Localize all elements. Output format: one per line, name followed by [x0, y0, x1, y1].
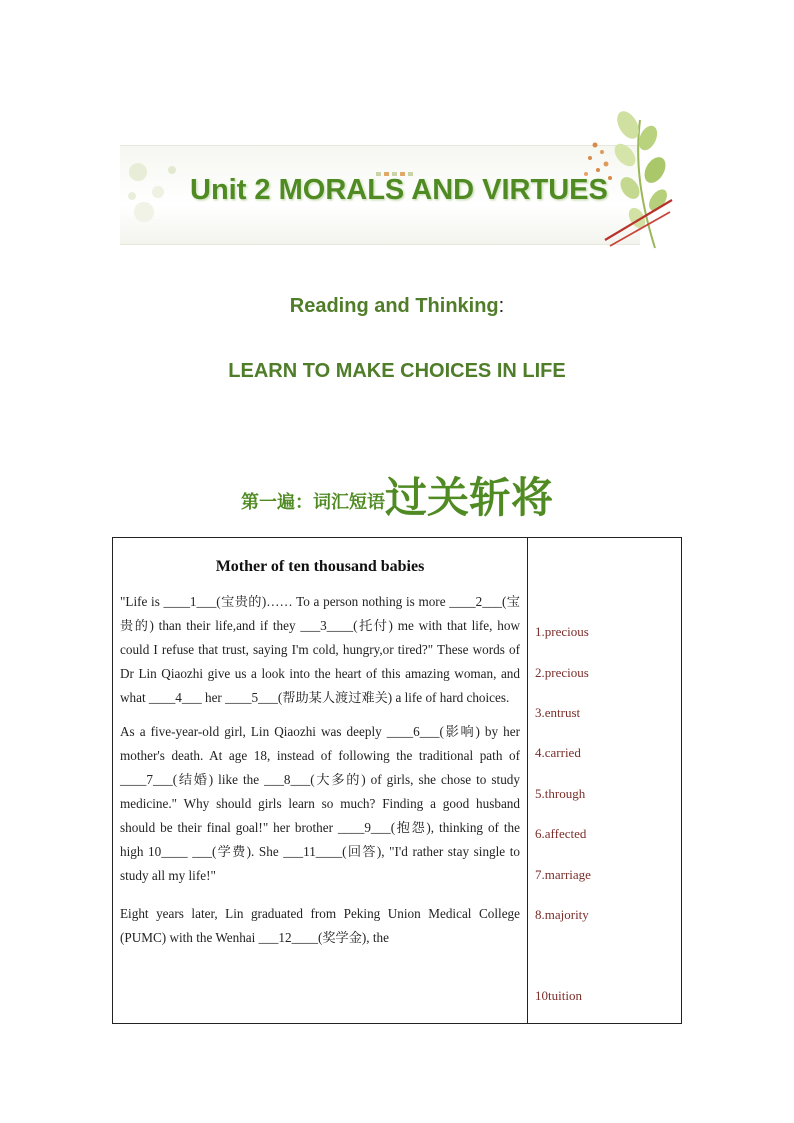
answer-item: 3.entrust	[535, 705, 581, 720]
lesson-title: LEARN TO MAKE CHOICES IN LIFE	[228, 360, 566, 382]
answer-item: 4.carried	[535, 745, 581, 760]
answer-item: 7.marriage	[535, 867, 591, 882]
answer-item: 2.precious	[535, 665, 589, 680]
answer-item: 5.through	[535, 786, 586, 801]
answer-item: 10tuition	[535, 988, 582, 1003]
passage-cell	[120, 558, 520, 960]
passage-paragraph: "Life is ____1___(宝贵的)…… To a person nothing is more ____2___(宝贵的) than their life,and if they ___3____(托付) me with that life, how could I refuse that trust, saying I'm cold, hungry,or tired?" These words of Dr Lin Qiaozhi give us a look into the heart of this amazing woman, and what ____4___ her ____5___(帮助某人渡过难关) a life of hard choices.	[120, 594, 520, 705]
answer-item: 1.precious	[535, 624, 589, 639]
section-heading	[0, 465, 794, 525]
reading-label: Reading and Thinking	[289, 295, 499, 317]
exercise-table	[112, 537, 682, 1024]
passage-title: Mother of ten thousand babies	[215, 558, 425, 575]
answer-item: 8.majority	[535, 907, 589, 922]
reading-heading	[0, 295, 794, 318]
column-divider	[527, 538, 528, 1023]
heading-colon: :	[498, 295, 505, 317]
section-emphasis: 过关斩将	[384, 473, 553, 522]
page-title: Unit 2 MORALS AND VIRTUES	[190, 174, 608, 206]
section-prefix: 第一遍：词汇短语	[240, 492, 385, 513]
title-banner	[120, 100, 676, 252]
passage-paragraph: Eight years later, Lin graduated from Peking Union Medical College (PUMC) with the Wenhai ___12____(奖学金), the	[120, 906, 520, 945]
answer-item: 6.affected	[535, 826, 587, 841]
passage-paragraph: As a five-year-old girl, Lin Qiaozhi was deeply ____6___(影响) by her mother's death. At age 18, instead of following the traditional path of ____7___(结婚) like the ___8___(大多的) of girls, she chose to study medicine." Why should girls learn so much? Finding a good husband should be their final goal!" her brother ____9___(抱怨), thinking of the high 10____ ___(学费). She ___11____(回答), "I'd rather stay single to study all my life!"	[120, 724, 520, 883]
